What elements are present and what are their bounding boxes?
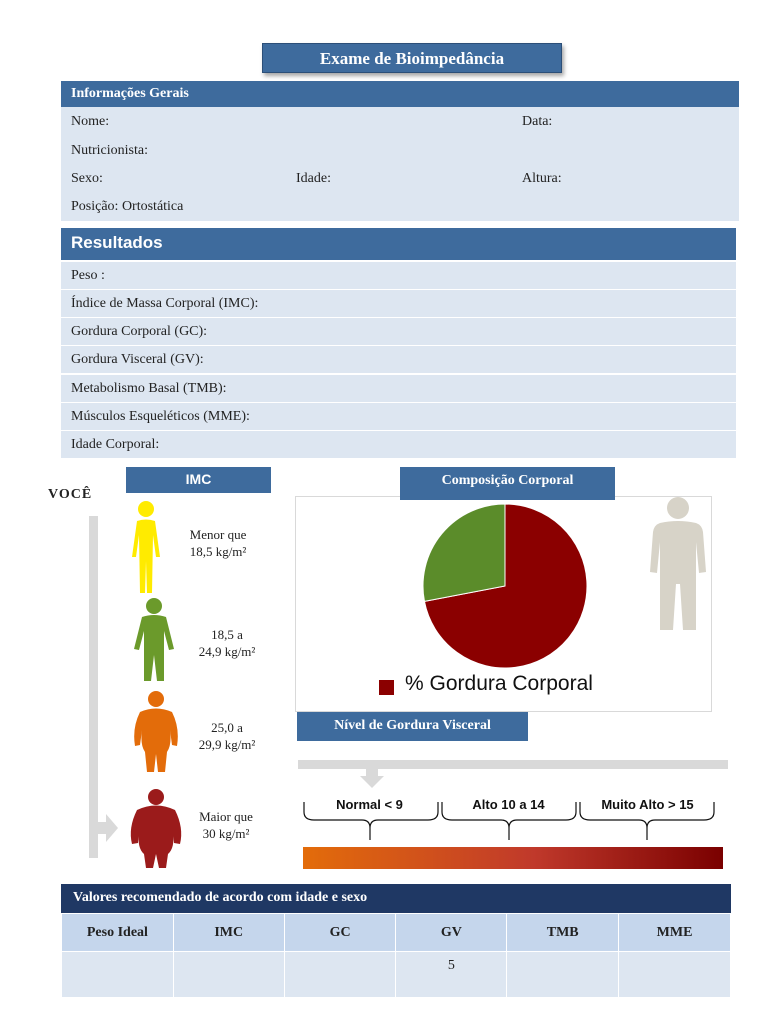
imc-range-4 bbox=[176, 808, 276, 842]
page-title: Exame de Bioimpedância bbox=[262, 43, 562, 73]
imc-range-1 bbox=[168, 526, 268, 560]
col-gv: GV bbox=[396, 914, 507, 952]
info-section bbox=[61, 107, 739, 221]
indicator-arrow-icon bbox=[94, 814, 120, 842]
voce-label: VOCÊ bbox=[48, 487, 93, 502]
imc-range-1-line1: Menor que bbox=[189, 527, 247, 542]
imc-header: IMC bbox=[126, 467, 271, 493]
visceral-gradient-bar bbox=[303, 847, 723, 869]
imc-range-3 bbox=[177, 719, 277, 753]
results-header: Resultados bbox=[61, 228, 736, 260]
values-data-row bbox=[62, 952, 731, 998]
cell-gc bbox=[284, 952, 396, 998]
imc-range-4-line2: 30 kg/m² bbox=[202, 826, 250, 841]
idade-field: Idade: bbox=[296, 171, 331, 186]
imc-range-2-line2: 24,9 kg/m² bbox=[198, 644, 256, 659]
visceral-header: Nível de Gordura Visceral bbox=[297, 712, 528, 741]
person-overweight-icon bbox=[130, 690, 182, 774]
result-row-idade-corporal: Idade Corporal: bbox=[61, 431, 736, 458]
cell-imc bbox=[173, 952, 284, 998]
values-header: Valores recomendado de acordo com idade e sexo bbox=[61, 884, 731, 913]
nome-field: Nome: bbox=[71, 114, 110, 129]
values-table bbox=[61, 913, 731, 998]
composition-pie-chart bbox=[405, 500, 605, 672]
visceral-level-alto: Alto 10 a 14 bbox=[472, 797, 545, 812]
info-section-header: Informações Gerais bbox=[61, 81, 739, 107]
result-row-gc: Gordura Corporal (GC): bbox=[61, 318, 736, 345]
result-row-tmb: Metabolismo Basal (TMB): bbox=[61, 375, 736, 402]
visceral-level-muito-alto: Muito Alto > 15 bbox=[601, 797, 694, 812]
legend-label: % Gordura Corporal bbox=[405, 672, 593, 695]
imc-range-2-line1: 18,5 a bbox=[211, 627, 243, 642]
imc-range-4-line1: Maior que bbox=[199, 809, 253, 824]
imc-range-2 bbox=[177, 626, 277, 660]
cell-gv: 5 bbox=[396, 952, 507, 998]
down-arrow-icon bbox=[360, 768, 384, 788]
imc-range-3-line1: 25,0 a bbox=[211, 720, 243, 735]
col-gc: GC bbox=[284, 914, 396, 952]
composition-header: Composição Corporal bbox=[400, 467, 615, 500]
values-header-row bbox=[62, 914, 731, 952]
imc-indicator-bar bbox=[89, 516, 98, 858]
col-mme: MME bbox=[619, 914, 731, 952]
sexo-field: Sexo: bbox=[71, 171, 103, 186]
person-underweight-icon bbox=[127, 499, 165, 595]
result-row-peso: Peso : bbox=[61, 262, 736, 289]
imc-range-3-line2: 29,9 kg/m² bbox=[198, 737, 256, 752]
cell-mme bbox=[619, 952, 731, 998]
data-field: Data: bbox=[522, 114, 553, 129]
pie-slice-1 bbox=[423, 504, 505, 601]
col-peso-ideal: Peso Ideal bbox=[62, 914, 174, 952]
result-row-imc: Índice de Massa Corporal (IMC): bbox=[61, 290, 736, 317]
altura-field: Altura: bbox=[522, 171, 562, 186]
person-normal-icon bbox=[130, 597, 178, 683]
cell-tmb bbox=[507, 952, 619, 998]
col-imc: IMC bbox=[173, 914, 284, 952]
cell-peso-ideal bbox=[62, 952, 174, 998]
nutricionista-field: Nutricionista: bbox=[71, 143, 148, 158]
result-row-mme: Músculos Esqueléticos (MME): bbox=[61, 403, 736, 430]
col-tmb: TMB bbox=[507, 914, 619, 952]
visceral-level-normal: Normal < 9 bbox=[336, 797, 403, 812]
posicao-field: Posição: Ortostática bbox=[71, 199, 184, 214]
legend-swatch bbox=[379, 680, 394, 695]
result-row-gv: Gordura Visceral (GV): bbox=[61, 346, 736, 373]
body-silhouette-icon bbox=[647, 496, 709, 634]
visceral-braces bbox=[300, 800, 720, 842]
imc-range-1-line2: 18,5 kg/m² bbox=[189, 544, 247, 559]
